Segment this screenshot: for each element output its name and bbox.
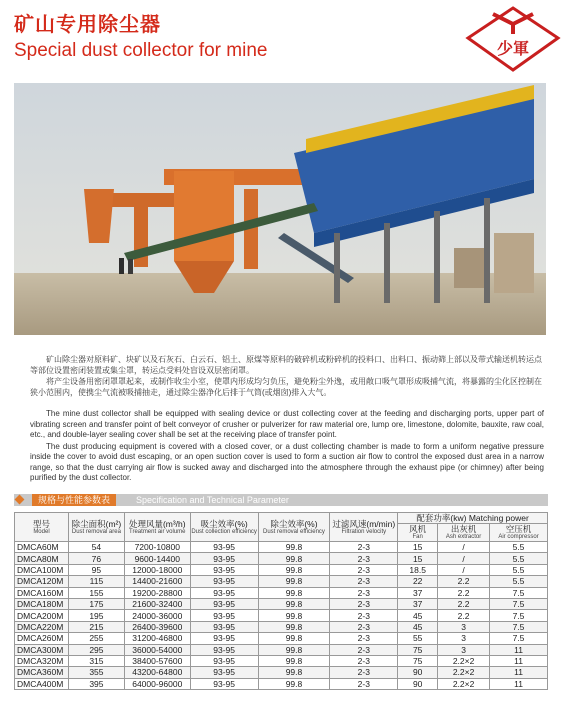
table-cell: 7.5 [490, 621, 548, 632]
table-cell: 155 [68, 587, 124, 598]
table-cell: 93-95 [190, 633, 258, 644]
table-cell: 2.2×2 [438, 667, 490, 678]
table-cell: 14400-21600 [124, 576, 190, 587]
table-cell: DMCA400M [15, 678, 69, 689]
table-cell: 2.2 [438, 598, 490, 609]
table-cell: 7.5 [490, 587, 548, 598]
table-cell: DMCA260M [15, 633, 69, 644]
table-cell: 295 [68, 644, 124, 655]
product-photo [14, 83, 546, 335]
table-cell: 115 [68, 576, 124, 587]
table-cell: 395 [68, 678, 124, 689]
table-cell: DMCA120M [15, 576, 69, 587]
table-cell: 7200-10800 [124, 542, 190, 553]
table-cell: 2-3 [330, 667, 398, 678]
table-cell: 175 [68, 598, 124, 609]
table-cell: 99.8 [258, 542, 330, 553]
table-cell: 195 [68, 610, 124, 621]
col-header-matching-power: 配套功率(kw) Matching power [398, 513, 548, 524]
table-cell: 5.5 [490, 576, 548, 587]
table-cell: DMCA300M [15, 644, 69, 655]
table-cell: 15 [398, 553, 438, 564]
table-cell: 37 [398, 587, 438, 598]
spec-title-en: Specification and Technical Parameter [136, 495, 289, 505]
table-cell: 21600-32400 [124, 598, 190, 609]
intro-cn [30, 354, 544, 398]
table-cell: 2-3 [330, 564, 398, 575]
table-cell: 31200-46800 [124, 633, 190, 644]
table-cell: 2-3 [330, 576, 398, 587]
table-cell: 5.5 [490, 542, 548, 553]
table-cell: 2-3 [330, 633, 398, 644]
table-cell: 90 [398, 678, 438, 689]
table-cell: 93-95 [190, 576, 258, 587]
table-cell: 2.2 [438, 587, 490, 598]
table-cell: 93-95 [190, 610, 258, 621]
table-cell: 99.8 [258, 553, 330, 564]
table-cell: 2-3 [330, 587, 398, 598]
table-row [15, 633, 548, 644]
table-cell: DMCA200M [15, 610, 69, 621]
table-cell: 99.8 [258, 667, 330, 678]
table-cell: 45 [398, 610, 438, 621]
table-cell: 99.8 [258, 644, 330, 655]
table-row [15, 564, 548, 575]
spec-table-body [15, 542, 548, 690]
table-cell: 93-95 [190, 655, 258, 666]
table-cell: 255 [68, 633, 124, 644]
table-cell: / [438, 564, 490, 575]
intro-en-paragraph: The mine dust collector shall be equipped with sealing device or dust collecting cover at the feeding and discharging ports, upper part of vibrating screen and transfer point of belt conveyor of crusher or pulverizer for raw material ore, lump ore, limestone, dolomite, bauxite, raw coal, etc., and double-layer sealing cover shall be set at the receiving place of transfer point. [30, 409, 544, 439]
table-cell: DMCA80M [15, 553, 69, 564]
col-header-filtration-velocity: 过滤风速(m/min) Filtration velocity [330, 513, 398, 542]
table-cell: 2-3 [330, 621, 398, 632]
spec-section-header [14, 494, 548, 506]
table-cell: DMCA60M [15, 542, 69, 553]
table-cell: 2-3 [330, 644, 398, 655]
table-cell: 93-95 [190, 598, 258, 609]
table-cell: 215 [68, 621, 124, 632]
table-cell: DMCA360M [15, 667, 69, 678]
table-cell: 26400-39600 [124, 621, 190, 632]
page-title-cn: 矿山专用除尘器 [14, 14, 161, 36]
table-cell: 2.2 [438, 576, 490, 587]
col-header-collection-efficiency: 吸尘效率(%) Dust collection efficiency [190, 513, 258, 542]
table-cell: 54 [68, 542, 124, 553]
logo-text: 少軍 [496, 41, 529, 58]
table-cell: 2-3 [330, 598, 398, 609]
intro-en-paragraph: The dust producing equipment is covered with a closed cover, or a dust collecting chamber is made to form a uniform negative pressure inside the cover to avoid dust escaping, or an open suction cover is used to form a suction air flow to control the exposed dust area in a narrow range, so that the dust carrying air flow is sucked away and discharged into the atmosphere through the exhaust pipe (or chimney) after being purified by the dust collector. [30, 441, 544, 482]
table-cell: 93-95 [190, 553, 258, 564]
table-row [15, 576, 548, 587]
page-title-en: Special dust collector for mine [14, 40, 268, 61]
col-header-air-volume: 处理风量(m³/h) Treatment air volume [124, 513, 190, 542]
table-row [15, 598, 548, 609]
table-cell: 2-3 [330, 542, 398, 553]
table-cell: 12000-18000 [124, 564, 190, 575]
table-cell: 75 [398, 655, 438, 666]
table-cell: 9600-14400 [124, 553, 190, 564]
table-cell: DMCA160M [15, 587, 69, 598]
table-cell: 15 [398, 542, 438, 553]
table-row [15, 655, 548, 666]
table-cell: / [438, 542, 490, 553]
table-cell: 11 [490, 667, 548, 678]
col-header-area: 除尘面积(m²) Dust removal area [68, 513, 124, 542]
intro-cn-paragraph: 矿山除尘器对原料矿、块矿以及石灰石、白云石、铝土、原煤等原料的破碎机或粉碎机的投料口、出料口、振动筛上部以及带式输送机转运点等部位设置密闭装置或集尘罩，转运点受料处盲设双层密闭罩。 [30, 355, 542, 375]
table-cell: 2.2×2 [438, 655, 490, 666]
table-cell: 3 [438, 633, 490, 644]
table-cell: 3 [438, 644, 490, 655]
table-cell: 99.8 [258, 576, 330, 587]
spec-title-cn: 规格与性能参数表 [32, 494, 116, 506]
col-header-ash-extractor: 出灰机 Ash extractor [438, 524, 490, 542]
table-row [15, 610, 548, 621]
table-cell: 93-95 [190, 678, 258, 689]
table-cell: 99.8 [258, 564, 330, 575]
table-cell: 355 [68, 667, 124, 678]
table-cell: 99.8 [258, 587, 330, 598]
table-row [15, 553, 548, 564]
table-cell: 95 [68, 564, 124, 575]
col-header-fan: 风机 Fan [398, 524, 438, 542]
table-cell: DMCA320M [15, 655, 69, 666]
col-header-removal-efficiency: 除尘效率(%) Dust removal efficiency [258, 513, 330, 542]
brand-logo [463, 4, 563, 74]
table-cell: 75 [398, 644, 438, 655]
table-row [15, 678, 548, 689]
table-cell: DMCA180M [15, 598, 69, 609]
table-cell: 2-3 [330, 610, 398, 621]
table-cell: 7.5 [490, 598, 548, 609]
table-cell: 93-95 [190, 621, 258, 632]
table-cell: 93-95 [190, 587, 258, 598]
table-cell: 18.5 [398, 564, 438, 575]
table-cell: 93-95 [190, 644, 258, 655]
col-header-model: 型号 Model [15, 513, 69, 542]
table-cell: 76 [68, 553, 124, 564]
table-cell: 93-95 [190, 667, 258, 678]
table-cell: 11 [490, 655, 548, 666]
table-cell: 2-3 [330, 655, 398, 666]
table-cell: 7.5 [490, 610, 548, 621]
table-cell: 7.5 [490, 633, 548, 644]
table-cell: 45 [398, 621, 438, 632]
table-cell: 36000-54000 [124, 644, 190, 655]
col-header-air-compressor: 空压机 Air compressor [490, 524, 548, 542]
table-cell: 90 [398, 667, 438, 678]
table-cell: DMCA220M [15, 621, 69, 632]
table-cell: / [438, 553, 490, 564]
table-cell: 315 [68, 655, 124, 666]
table-cell: 11 [490, 644, 548, 655]
table-cell: 2-3 [330, 553, 398, 564]
table-cell: 99.8 [258, 610, 330, 621]
spec-table [14, 512, 548, 690]
table-cell: 43200-64800 [124, 667, 190, 678]
table-cell: 99.8 [258, 678, 330, 689]
table-cell: 5.5 [490, 553, 548, 564]
table-cell: 2.2 [438, 610, 490, 621]
dust-collector-site-image [14, 83, 546, 335]
table-cell: 22 [398, 576, 438, 587]
table-cell: 38400-57600 [124, 655, 190, 666]
table-cell: 99.8 [258, 655, 330, 666]
table-row [15, 644, 548, 655]
table-cell: 5.5 [490, 564, 548, 575]
table-row [15, 542, 548, 553]
table-cell: 99.8 [258, 598, 330, 609]
table-cell: 99.8 [258, 621, 330, 632]
table-cell: 24000-36000 [124, 610, 190, 621]
table-cell: 93-95 [190, 542, 258, 553]
table-cell: 3 [438, 621, 490, 632]
table-cell: 64000-96000 [124, 678, 190, 689]
table-cell: DMCA100M [15, 564, 69, 575]
table-row [15, 621, 548, 632]
table-cell: 93-95 [190, 564, 258, 575]
table-cell: 99.8 [258, 633, 330, 644]
intro-en [30, 409, 544, 485]
table-cell: 19200-28800 [124, 587, 190, 598]
table-row [15, 667, 548, 678]
table-cell: 11 [490, 678, 548, 689]
table-row [15, 587, 548, 598]
table-cell: 55 [398, 633, 438, 644]
table-cell: 2-3 [330, 678, 398, 689]
table-cell: 37 [398, 598, 438, 609]
table-cell: 2.2×2 [438, 678, 490, 689]
intro-cn-paragraph: 将产尘设备用密闭罩罩起来，或制作收尘小室，使罩内形成均匀负压，避免粉尘外逸，或用敞口吸气罩形成吸捕气流，将暴露的尘化区控制在狭小范围内，使携尘气流被吸捕抽走，通过除尘器净化后排于气筒(或烟囱)排入大气。 [30, 377, 542, 397]
diamond-bullet-icon [15, 495, 25, 505]
